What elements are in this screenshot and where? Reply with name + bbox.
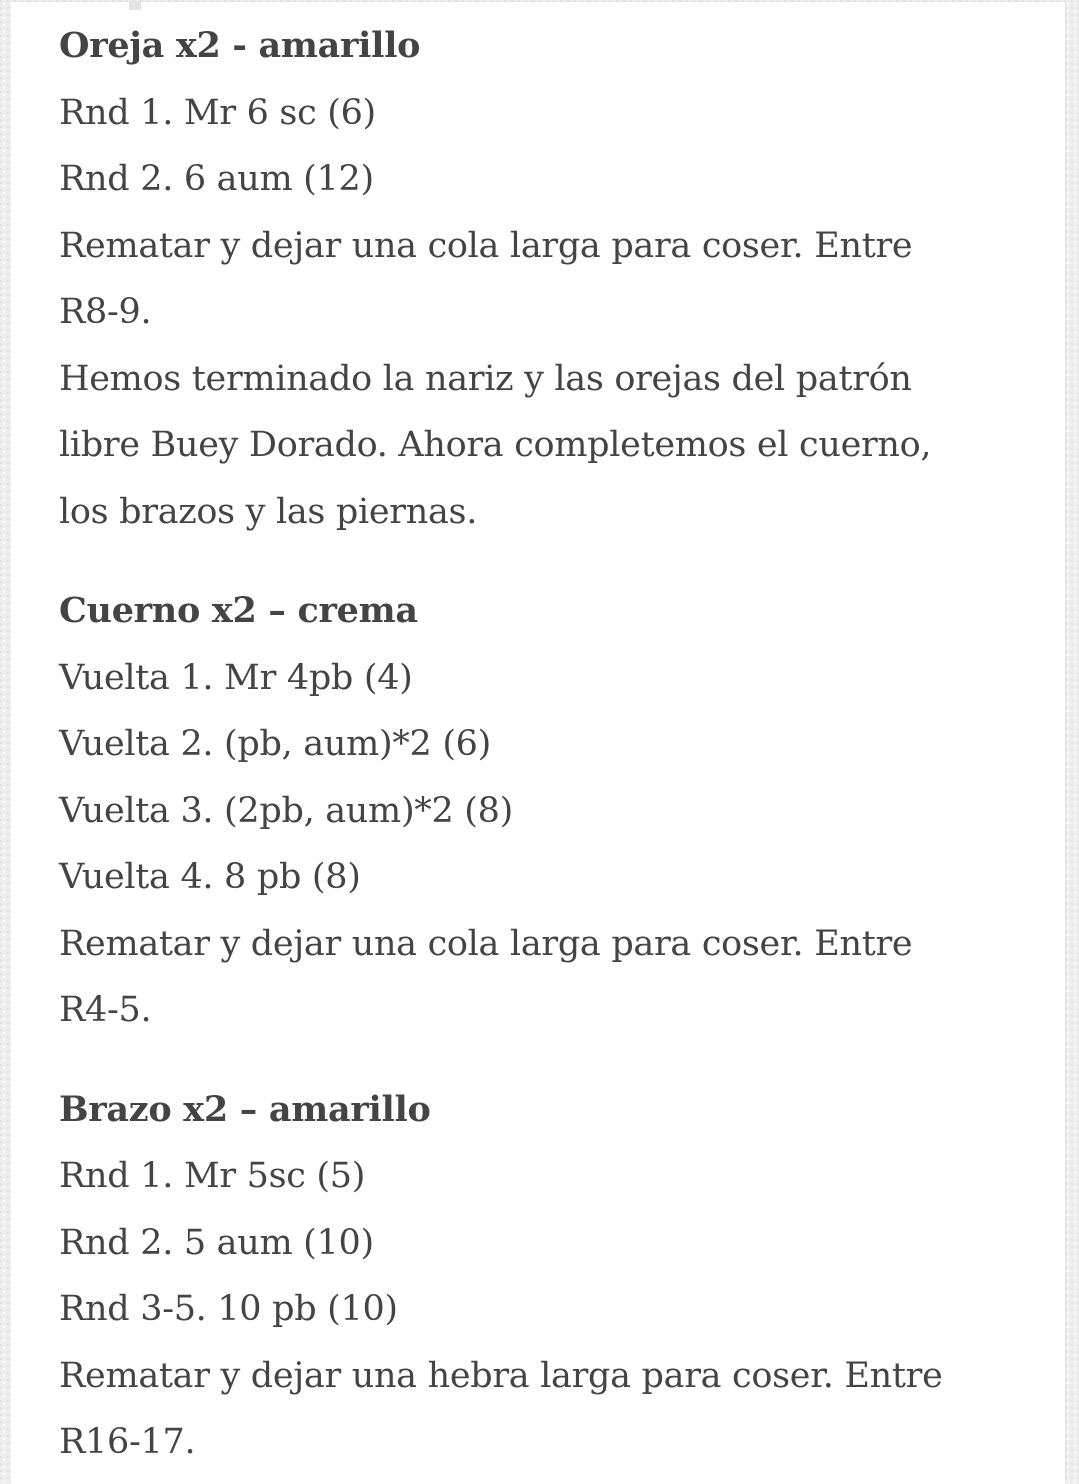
pattern-line: Vuelta 2. (pb, aum)*2 (6) [59, 724, 491, 764]
pattern-line: Vuelta 3. (2pb, aum)*2 (8) [59, 790, 513, 831]
pattern-line: Rnd 2. 6 aum (12) [59, 159, 374, 199]
section-heading: Oreja x2 - amarillo [59, 25, 421, 66]
pattern-line: Rematar y dejar una cola larga para coser. Entre [59, 225, 913, 266]
section-heading: Brazo x2 – amarillo [59, 1088, 431, 1130]
section-oreja [59, 13, 1049, 545]
article-card [11, 2, 1065, 1484]
pattern-line: Rnd 3-5. 10 pb (10) [59, 1289, 398, 1329]
pattern-line: Vuelta 1. Mr 4pb (4) [59, 657, 413, 698]
pattern-line: Rnd 1. Mr 5sc (5) [59, 1156, 366, 1196]
pattern-line: Rematar y dejar una cola larga para coser. Entre [59, 923, 913, 964]
pattern-line: los brazos y las piernas. [59, 491, 478, 532]
section-heading: Cuerno x2 – crema [59, 590, 418, 631]
pattern-text [59, 13, 1049, 1476]
pattern-line: Rnd 2. 5 aum (10) [59, 1222, 374, 1263]
pattern-line: R8-9. [59, 292, 152, 332]
pattern-line: R4-5. [59, 990, 152, 1030]
pattern-line: Vuelta 4. 8 pb (8) [59, 857, 361, 897]
pattern-line: Rematar y dejar una hebra larga para coser. Entre [59, 1355, 943, 1396]
section-brazo [59, 1077, 1049, 1476]
pattern-line: R16-17. [59, 1422, 196, 1462]
top-divider [129, 2, 141, 10]
section-cuerno [59, 578, 1049, 1044]
pattern-line: Rnd 1. Mr 6 sc (6) [59, 92, 376, 133]
pattern-line: libre Buey Dorado. Ahora completemos el cuerno, [59, 425, 932, 465]
pattern-line: Hemos terminado la nariz y las orejas del patrón [59, 358, 912, 399]
